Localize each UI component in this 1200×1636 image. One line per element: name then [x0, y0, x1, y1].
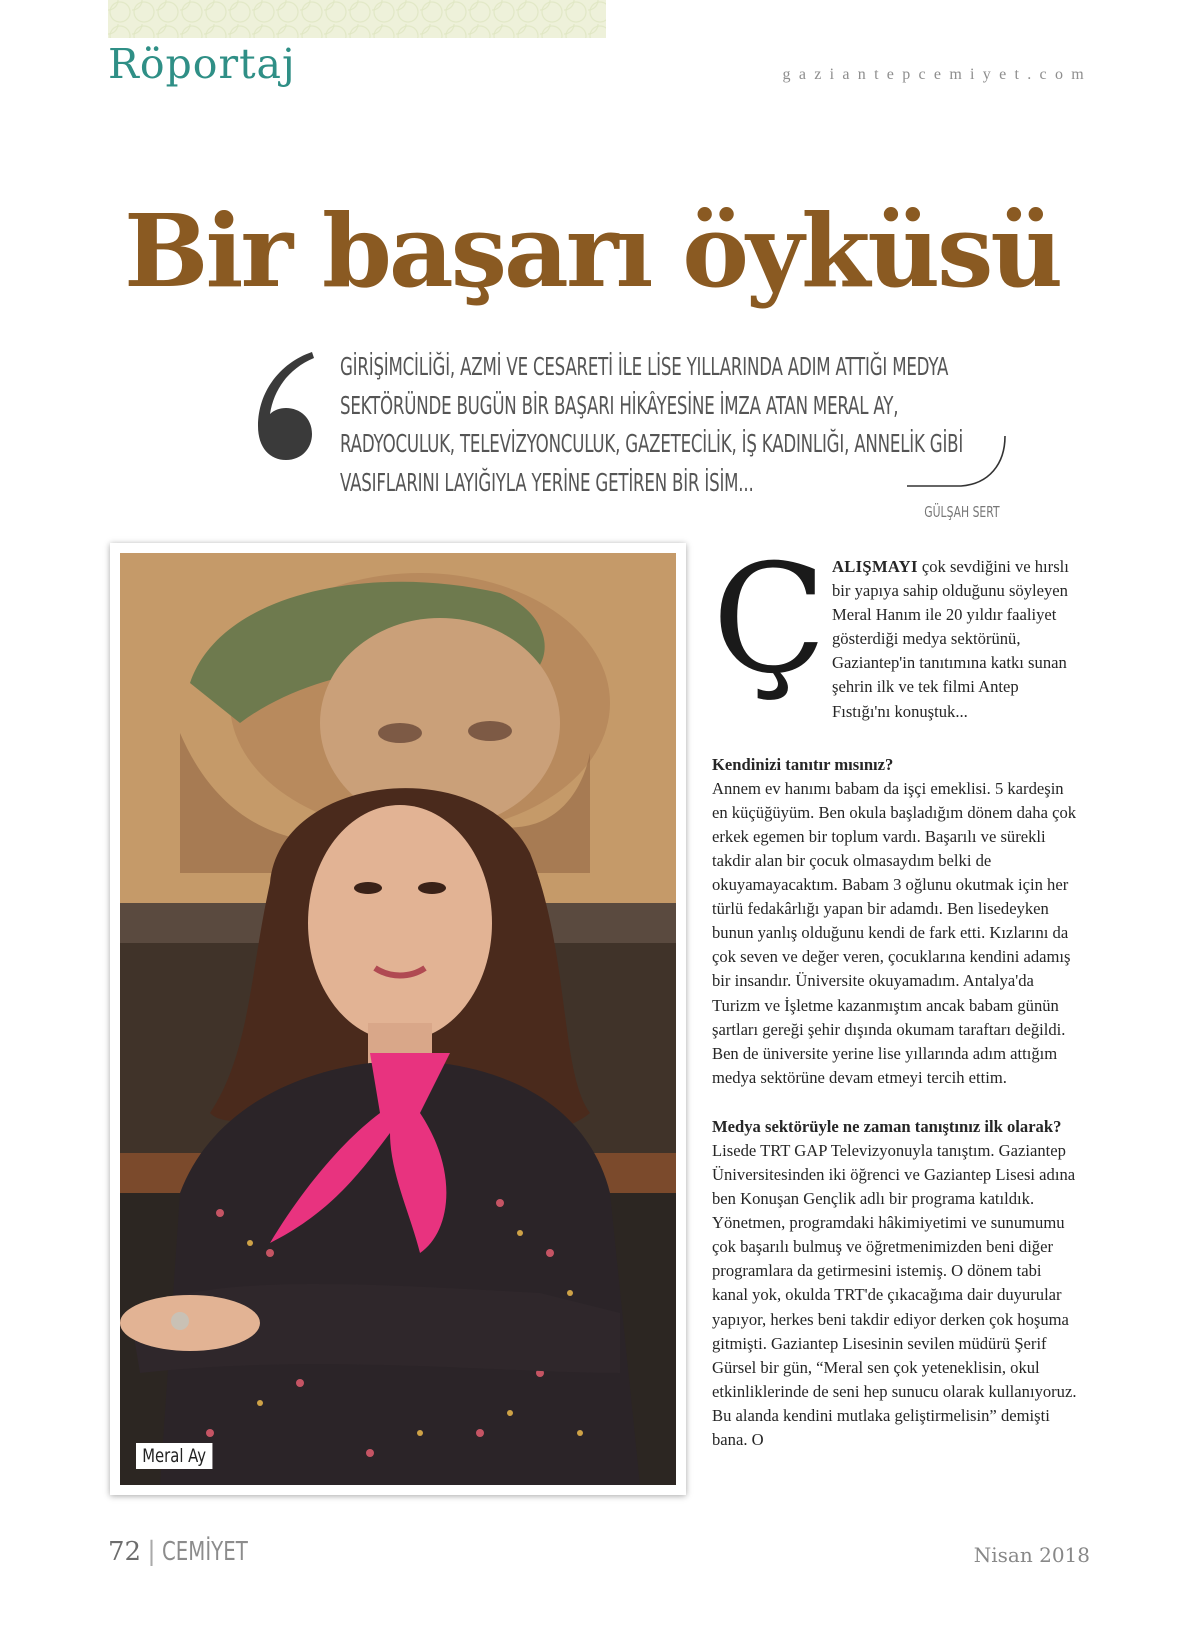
author-byline: GÜLŞAH SERT	[924, 503, 1000, 521]
deck-line: SEKTÖRÜNDE BUGÜN BİR BAŞARI HİKÂYESİNE İMZA ATAN MERAL AY,	[340, 390, 899, 420]
folio-separator: |	[147, 1537, 156, 1567]
magazine-name: CEMİYET	[161, 1537, 248, 1567]
interview-answer: Lisede TRT GAP Televizyonuyla tanıştım. Gaziantep Üniversitesinden iki öğrenci ve Gaziantep Lisesi adına ben Konuşan Gençlik adlı bir programa katıldık. Yönetmen, programdaki hâkimiyetimi ve sunumumu çok başarılı bulmuş ve öğretmenimizden beni diğer programlara da getirmesini istemiş. O dönem tabi kanal yok, okulda TRT'de çıkacağıma dair duyurular yapıyor, herkes beni takdir ediyor derken çok hoşuma gitmişti. Gaziantep Lisesinin sevilen müdürü Şerif Gürsel bir gün, “Meral sen çok yeteneklisin, okul etkinliklerinde de seni hep sunucu olarak kullanıyoruz. Bu alanda kendini mutlaka geliştirmelisin” demişti bana. O	[712, 1140, 1077, 1449]
deck-line: VASIFLARINI LAYIĞIYLA YERİNE GETİREN BİR İSİM...	[340, 467, 754, 497]
interview-question: Medya sektörüyle ne zaman tanıştınız ilk olarak?	[712, 1116, 1062, 1136]
intro-lead-word: ALIŞMAYI	[832, 557, 918, 576]
intro-text: çok sevdiğini ve hırslı bir yapıya sahip olduğunu söyleyen Meral Hanım ile 20 yıldır faaliyet gösterdiği medya sektörünü, Gaziantep'in tanıtımına katkı sunan şehrin ilk ve tek filmi Antep Fıstığı'nı konuştuk...	[832, 557, 1069, 721]
page-folio	[108, 1537, 275, 1567]
deck-text	[340, 348, 1000, 502]
issue-date: Nisan 2018	[973, 1543, 1090, 1567]
quote-mark-icon	[252, 348, 322, 463]
article-body	[712, 533, 1080, 1452]
photo-caption: Meral Ay	[136, 1443, 212, 1469]
interview-answer: Annem ev hanımı babam da işçi emeklisi. 5 kardeşin en küçüğüyüm. Ben okula başladığım dönem daha çok erkek egemen bir toplum vardı. Başarılı ve sürekli takdir alan bir çocuk olmasaydım belki de okuyamayacaktım. Babam 3 oğlunu okutmak için her türlü fedakârlığı yapan bir adamdı. Ben lisedeyken bunun yanlış olduğunu kendi de fark etti. Kızlarını da çok seven ve değer veren, çocuklarına kendini adamış bir insandır. Üniversite okuyamadım. Antalya'da Turizm ve İşletme kazanmıştım ancak babam günün şartları gereği şehir dışında okumam taraftarı değildi. Ben de üniversite yerine lise yıllarında adım attığım medya sektörüne devam etmeyi tercih ettim.	[712, 778, 1077, 1087]
drop-cap: Ç	[712, 533, 827, 707]
website-url[interactable]: gaziantepcemiyet.com	[782, 66, 1092, 83]
decorative-pattern-band	[108, 0, 606, 38]
deck-line: GİRİŞİMCİLİĞİ, AZMİ VE CESARETİ İLE LİSE YILLARINDA ADIM ATTIĞI MEDYA	[340, 352, 949, 381]
page-number: 72	[108, 1537, 142, 1567]
interview-question: Kendinizi tanıtır mısınız?	[712, 754, 894, 774]
byline-curve-ornament	[905, 434, 1009, 494]
portrait-photo	[120, 553, 676, 1485]
section-label: Röportaj	[108, 40, 296, 88]
article-headline: Bir başarı öyküsü	[124, 192, 1061, 310]
deck-line: RADYOCULUK, TELEVİZYONCULUK, GAZETECİLİK, İŞ KADINLIĞI, ANNELİK GİBİ	[340, 429, 964, 458]
portrait-photo-frame	[110, 543, 686, 1495]
portrait-illustration	[120, 553, 676, 1485]
